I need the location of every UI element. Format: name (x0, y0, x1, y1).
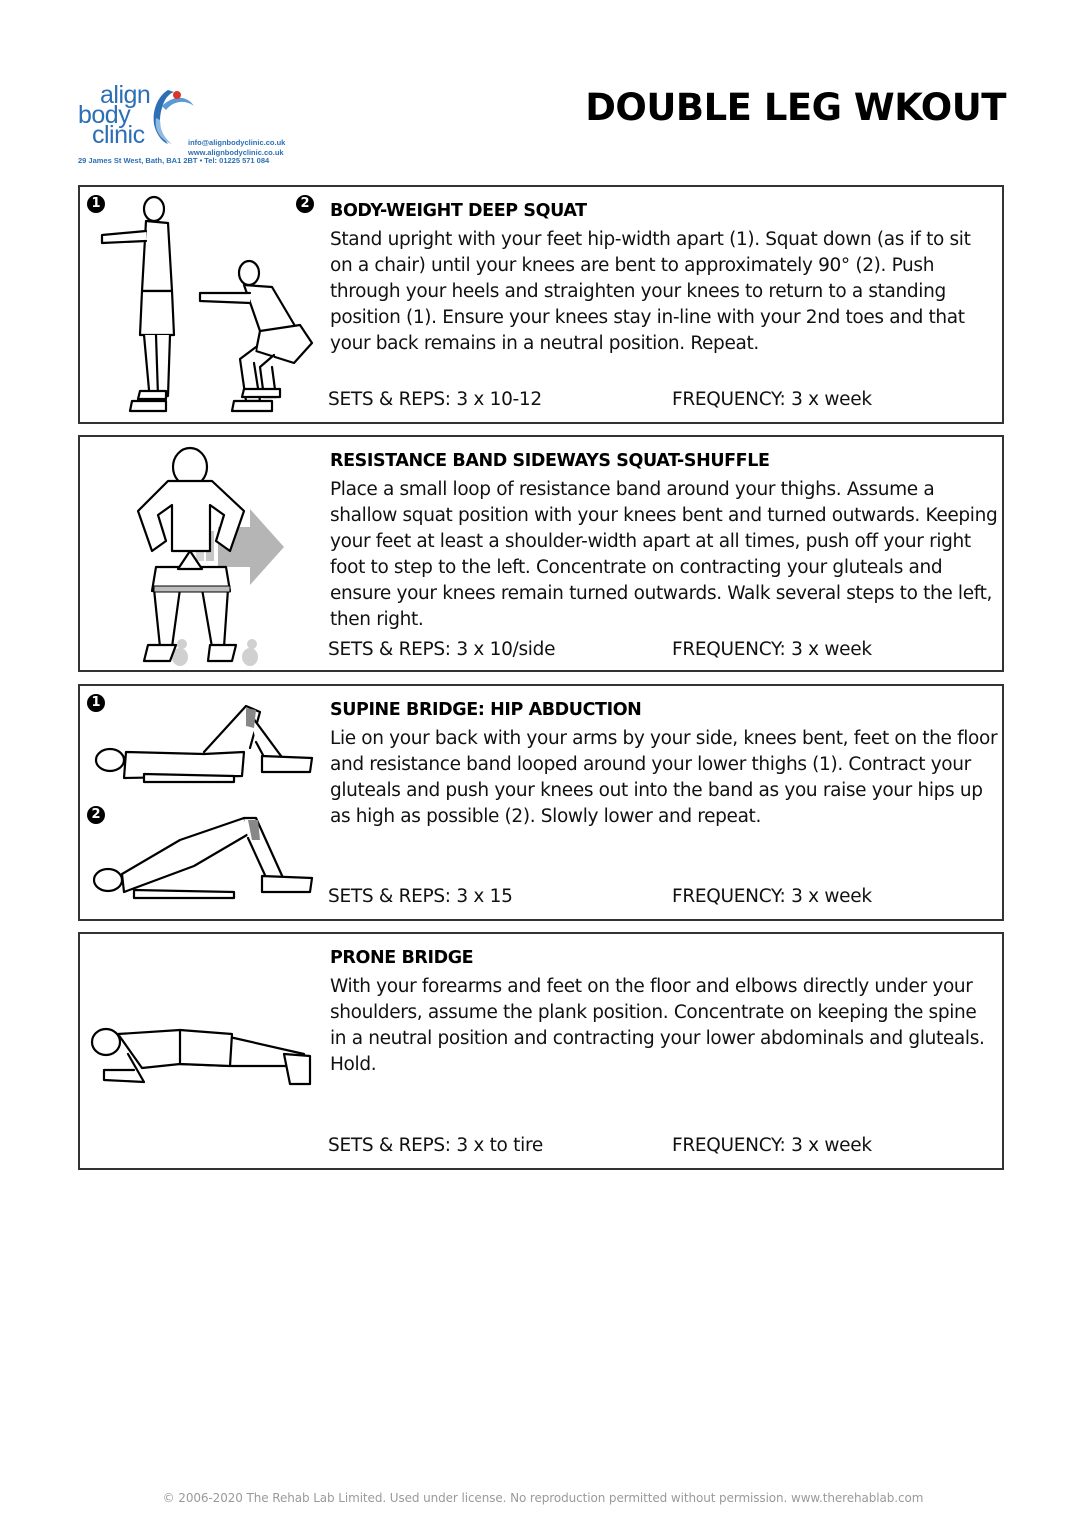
prone-bridge-illustration (84, 938, 324, 1164)
exercise-description: Place a small loop of resistance band around your thighs. Assume a shallow squat position with your knees bent and turned outwards. Keeping your feet at least a shoulder-width apart at all times, push off your right foot to step to the left. Concentrate on contracting your gluteals and ensure your knees remain turned outwards. Walk several steps to the left, then right. (330, 479, 998, 630)
exercise-title: BODY-WEIGHT DEEP SQUAT (330, 201, 587, 221)
exercise-card-prone-bridge (78, 932, 1004, 1170)
logo-word-align: align (100, 81, 151, 109)
logo-figure-icon (142, 84, 202, 146)
squat-figures-icon (84, 191, 324, 421)
exercise-title: RESISTANCE BAND SIDEWAYS SQUAT-SHUFFLE (330, 451, 770, 471)
exercise-text (330, 451, 998, 633)
exercise-card-band-squat-shuffle (78, 435, 1004, 672)
clinic-logo (76, 81, 316, 170)
band-shuffle-figure-icon (84, 441, 324, 669)
exercise-prescription (328, 886, 988, 907)
plank-figure-icon (84, 938, 324, 1166)
exercise-description: Lie on your back with your arms by your side, knees bent, feet on the floor and resistance band looped around your lower thighs (1). Contract your gluteals and push your knees out into the band as you raise your hips up as high as possible (2). Slowly lower and repeat. (330, 728, 998, 827)
supine-bridge-illustration (84, 690, 324, 915)
frequency: FREQUENCY: 3 x week (672, 886, 872, 907)
logo-website: www.alignbodyclinic.co.uk (188, 148, 284, 157)
sets-reps: SETS & REPS: 3 x to tire (328, 1135, 543, 1156)
logo-email: info@alignbodyclinic.co.uk (188, 138, 286, 147)
sets-reps: SETS & REPS: 3 x 15 (328, 886, 513, 907)
band-shuffle-illustration (84, 441, 324, 666)
exercise-card-deep-squat (78, 185, 1004, 424)
step-1-badge: 1 (87, 694, 105, 712)
frequency: FREQUENCY: 3 x week (672, 389, 872, 410)
exercise-text (330, 700, 998, 830)
logo-word-body: body (78, 101, 131, 129)
frequency: FREQUENCY: 3 x week (672, 639, 872, 660)
exercise-prescription (328, 639, 988, 660)
copyright-footer: © 2006-2020 The Rehab Lab Limited. Used under license. No reproduction permitted without permission. www.therehablab.com (162, 1491, 924, 1505)
squat-illustration (84, 191, 324, 418)
exercise-prescription (328, 1135, 988, 1156)
bridge-figures-icon (84, 690, 324, 918)
step-1-badge: 1 (87, 195, 105, 213)
frequency: FREQUENCY: 3 x week (672, 1135, 872, 1156)
exercise-card-supine-bridge (78, 684, 1004, 921)
logo-address: 29 James St West, Bath, BA1 2BT • Tel: 01225 571 084 (78, 156, 270, 165)
step-2-badge: 2 (296, 195, 314, 213)
sets-reps: SETS & REPS: 3 x 10-12 (328, 389, 542, 410)
logo-contact (188, 138, 285, 158)
exercise-title: SUPINE BRIDGE: HIP ABDUCTION (330, 700, 642, 720)
logo-word-clinic: clinic (92, 121, 145, 149)
exercise-prescription (328, 389, 988, 410)
sets-reps: SETS & REPS: 3 x 10/side (328, 639, 556, 660)
step-2-badge: 2 (87, 806, 105, 824)
exercise-text (330, 948, 998, 1078)
exercise-text (330, 201, 998, 357)
exercise-description: With your forearms and feet on the floor and elbows directly under your shoulders, assume the plank position. Concentrate on keeping the spine in a neutral position and contracting your lower abdominals and gluteals. Hold. (330, 976, 985, 1075)
exercise-description: Stand upright with your feet hip-width apart (1). Squat down (as if to sit on a chair) until your knees are bent to approximately 90° (2). Push through your heels and straighten your knees to return to a standing position (1). Ensure your knees stay in-line with your 2nd toes and that your back remains in a neutral position. Repeat. (330, 229, 971, 354)
page-title: DOUBLE LEG WKOUT (585, 86, 1006, 129)
exercise-title: PRONE BRIDGE (330, 948, 474, 968)
